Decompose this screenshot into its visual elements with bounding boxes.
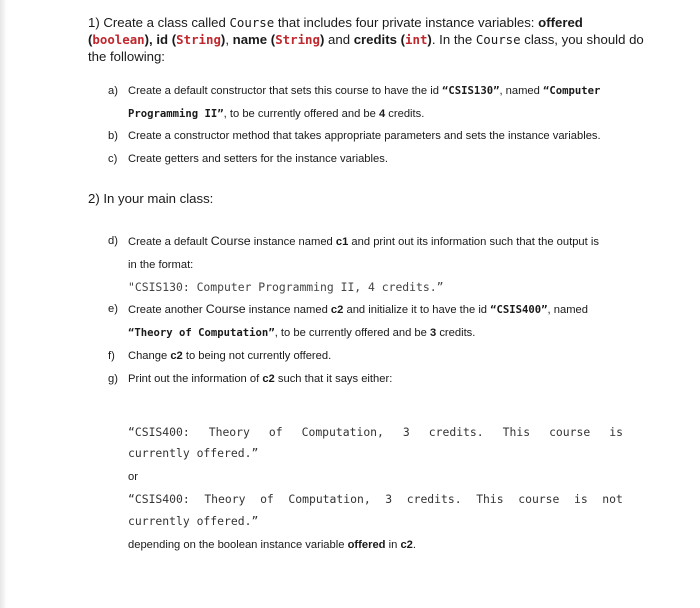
q1-text: ,: [225, 32, 233, 47]
paren: (: [171, 32, 177, 47]
item-text: Create a default constructor that sets this course to have the id: [128, 85, 443, 97]
output-word: not: [602, 492, 623, 506]
credit-count: 3: [429, 327, 437, 339]
expected-output-c1: "CSIS130: Computer Programming II, 4 credits.”: [128, 280, 444, 294]
course-id: “CSIS400”: [490, 304, 548, 316]
paren: (: [270, 32, 276, 47]
var-c2: c2: [170, 350, 183, 362]
var-c2: c2: [400, 539, 413, 551]
var-c2: c2: [262, 373, 275, 385]
output-word: Computation,: [288, 492, 371, 506]
q1-text: class, you should do the following:: [88, 32, 644, 64]
output-word: course: [518, 492, 560, 506]
var-name: name: [232, 32, 271, 47]
output-word: Theory: [204, 492, 246, 506]
type-string: String: [275, 32, 320, 47]
item-label: a): [108, 85, 118, 97]
item-text: Create a constructor method that takes appropriate parameters and sets the instance variables.: [128, 130, 601, 142]
course-name: “Theory of Computation”: [128, 327, 275, 339]
type-boolean: boolean: [92, 32, 145, 47]
item-text: , to be currently offered and be: [223, 108, 379, 120]
question-2: 2) In your main class:: [88, 191, 214, 206]
output-word: of: [268, 425, 283, 439]
item-text: and initialize it to have the id: [343, 304, 491, 316]
output-word: is: [573, 492, 588, 506]
output-word: Theory: [208, 425, 250, 439]
q1-class-name: Course: [475, 32, 521, 47]
item-text: Print out the information of: [128, 373, 263, 385]
item-text: , to be currently offered and be: [274, 327, 430, 339]
closing-note: [128, 538, 416, 552]
item-label: c): [108, 153, 118, 165]
item-text: Create a default: [128, 236, 211, 248]
item-label: d): [108, 235, 118, 247]
item-text: in the format:: [128, 259, 194, 271]
class-name: Course: [205, 302, 246, 316]
or-separator: or: [128, 471, 138, 483]
item-text: Create another: [128, 304, 206, 316]
item-text: to being not currently offered.: [182, 350, 332, 362]
q1-class-name: Course: [229, 15, 275, 30]
page-edge-shadow: [0, 0, 7, 608]
output-word: credits.: [428, 425, 484, 439]
q1-text: 1) Create a class called: [88, 15, 230, 30]
output-word: 3: [402, 425, 410, 439]
output-word: of: [260, 492, 274, 506]
item-label: g): [108, 373, 118, 385]
var-offered: offered: [538, 15, 583, 30]
var-c1: c1: [335, 236, 349, 248]
paren: ): [220, 32, 226, 47]
note-text: .: [412, 539, 416, 551]
q1-text: and: [324, 32, 354, 47]
item-text: credits.: [385, 108, 425, 120]
item-text: and print out its information such that the output is: [348, 236, 599, 248]
var-offered: offered: [347, 539, 386, 551]
note-text: depending on the boolean instance variable: [128, 539, 348, 551]
var-id: id: [152, 32, 172, 47]
output-option-offered: [128, 425, 623, 439]
output-word: “CSIS400:: [128, 425, 190, 439]
type-string: String: [176, 32, 221, 47]
item-text: , named: [499, 85, 543, 97]
paren: ): [427, 32, 432, 47]
paren: (: [400, 32, 406, 47]
item-text: instance named: [250, 236, 336, 248]
item-label: b): [108, 130, 118, 142]
output-option-not-offered: [128, 492, 623, 506]
q1-text: that includes four private instance variables:: [274, 15, 539, 30]
output-option-offered-line2: currently offered.”: [128, 446, 259, 460]
item-label: e): [108, 303, 118, 315]
item-text: , named: [547, 304, 588, 316]
output-word: This: [476, 492, 504, 506]
credit-count: 4: [378, 108, 386, 120]
item-text: credits.: [436, 327, 476, 339]
course-id: “CSIS130”: [442, 85, 500, 97]
q1-text: . In the: [431, 32, 476, 47]
output-word: course: [549, 425, 591, 439]
item-text: Create getters and setters for the instance variables.: [128, 153, 388, 165]
paren: ): [319, 32, 325, 47]
question-1: [88, 14, 648, 65]
item-text: instance named: [245, 304, 331, 316]
class-name: Course: [210, 234, 251, 248]
output-word: credits.: [406, 492, 462, 506]
output-word: is: [609, 425, 623, 439]
paren: ),: [144, 32, 153, 47]
output-word: This: [502, 425, 531, 439]
output-word: 3: [385, 492, 393, 506]
course-name: “Computer: [543, 85, 601, 97]
item-label: f): [108, 350, 115, 362]
var-credits: credits: [353, 32, 401, 47]
output-word: Computation,: [301, 425, 384, 439]
note-text: in: [385, 539, 401, 551]
course-name: Programming II”: [128, 108, 224, 120]
output-word: “CSIS400:: [128, 492, 190, 506]
item-text: Change: [128, 350, 171, 362]
var-c2: c2: [330, 304, 344, 316]
paren: (: [88, 32, 93, 47]
output-option-not-offered-line2: currently offered.”: [128, 514, 259, 528]
item-text: such that it says either:: [274, 373, 393, 385]
type-int: int: [405, 32, 428, 47]
